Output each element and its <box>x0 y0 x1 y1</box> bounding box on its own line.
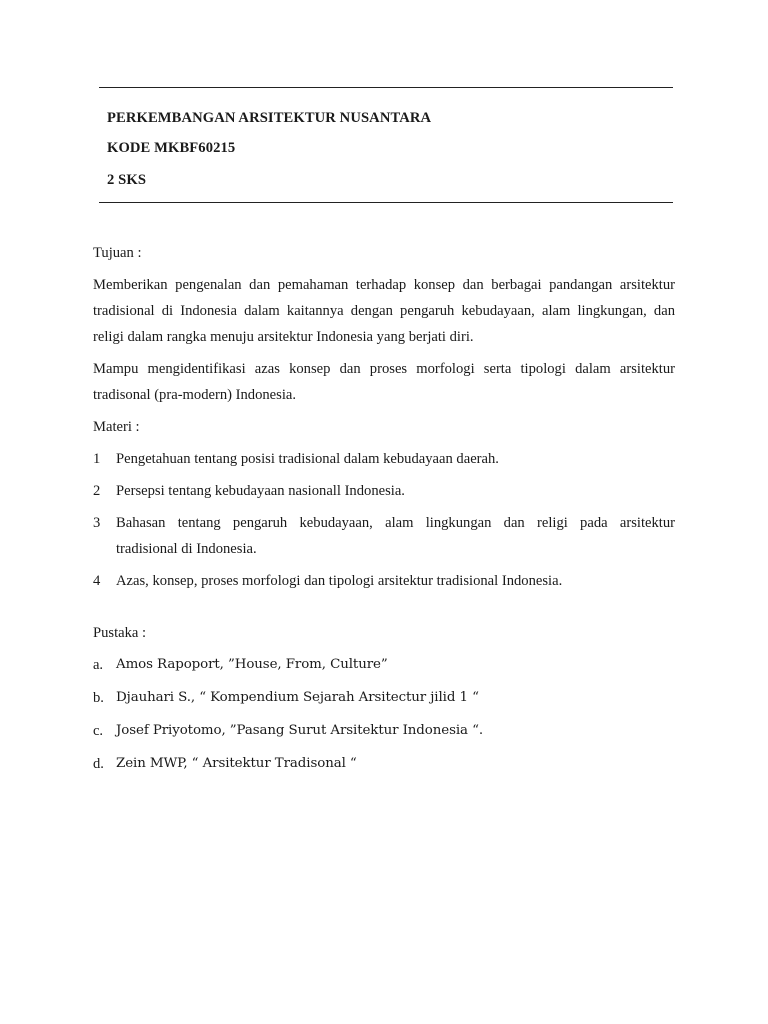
text-line: Memberikan pengenalan dan pemahaman terhadap konsep dan berbagai pandangan arsitektur <box>93 277 675 293</box>
materi-item <box>93 446 675 472</box>
tujuan-label: Tujuan : <box>93 245 142 261</box>
list-text <box>116 478 675 504</box>
pustaka-item <box>93 685 675 711</box>
text-line: Mampu mengidentifikasi azas konsep dan proses morfologi serta tipologi dalam arsitektur <box>93 361 675 377</box>
pustaka-label: Pustaka : <box>93 625 147 641</box>
list-text <box>116 568 675 594</box>
materi-item <box>93 510 675 562</box>
pustaka-item <box>93 751 675 777</box>
list-letter: b. <box>93 690 104 706</box>
pustaka-item <box>93 652 675 678</box>
text-line: Persepsi tentang kebudayaan nasionall Indonesia. <box>116 483 405 499</box>
text-line: Bahasan tentang pengaruh kebudayaan, alam lingkungan dan religi pada arsitektur <box>116 515 675 531</box>
pustaka-list <box>93 652 675 777</box>
tujuan-paragraph <box>93 356 675 408</box>
list-letter: d. <box>93 756 104 772</box>
materi-label: Materi : <box>93 419 140 435</box>
pustaka-item <box>93 718 675 744</box>
text-line: Azas, konsep, proses morfologi dan tipologi arsitektur tradisional Indonesia. <box>116 573 563 589</box>
text-line: tradisional di Indonesia dalam kaitannya dengan pengaruh kebudayaan, alam lingkungan, dan <box>93 303 675 319</box>
reference-text: Amos Rapoport, ”House, From, Culture” <box>116 657 388 672</box>
document-body <box>93 240 675 784</box>
list-number: 1 <box>93 451 101 467</box>
list-number: 3 <box>93 515 101 531</box>
bottom-rule <box>99 202 673 203</box>
course-title: PERKEMBANGAN ARSITEKTUR NUSANTARA <box>107 110 432 126</box>
list-letter: c. <box>93 723 103 739</box>
reference-text: Josef Priyotomo, ”Pasang Surut Arsitektur Indonesia “. <box>116 723 483 738</box>
course-credits: 2 SKS <box>107 172 147 188</box>
text-line: Pengetahuan tentang posisi tradisional dalam kebudayaan daerah. <box>116 451 499 467</box>
tujuan-paragraph <box>93 272 675 350</box>
spacer <box>93 600 675 620</box>
text-line: tradisional di Indonesia. <box>116 541 257 557</box>
course-code: KODE MKBF60215 <box>107 140 236 156</box>
reference-text: Zein MWP, “ Arsitektur Tradisonal “ <box>116 756 357 771</box>
text-line: tradisonal (pra-modern) Indonesia. <box>93 387 297 403</box>
text-line: religi dalam rangka menuju arsitektur Indonesia yang berjati diri. <box>93 329 474 345</box>
materi-item <box>93 568 675 594</box>
list-letter: a. <box>93 657 103 673</box>
materi-item <box>93 478 675 504</box>
list-number: 2 <box>93 483 101 499</box>
reference-text: Djauhari S., “ Kompendium Sejarah Arsitectur jilid 1 “ <box>116 690 479 705</box>
top-rule <box>99 87 673 88</box>
list-text <box>116 446 675 472</box>
list-text <box>116 510 675 562</box>
list-number: 4 <box>93 573 101 589</box>
